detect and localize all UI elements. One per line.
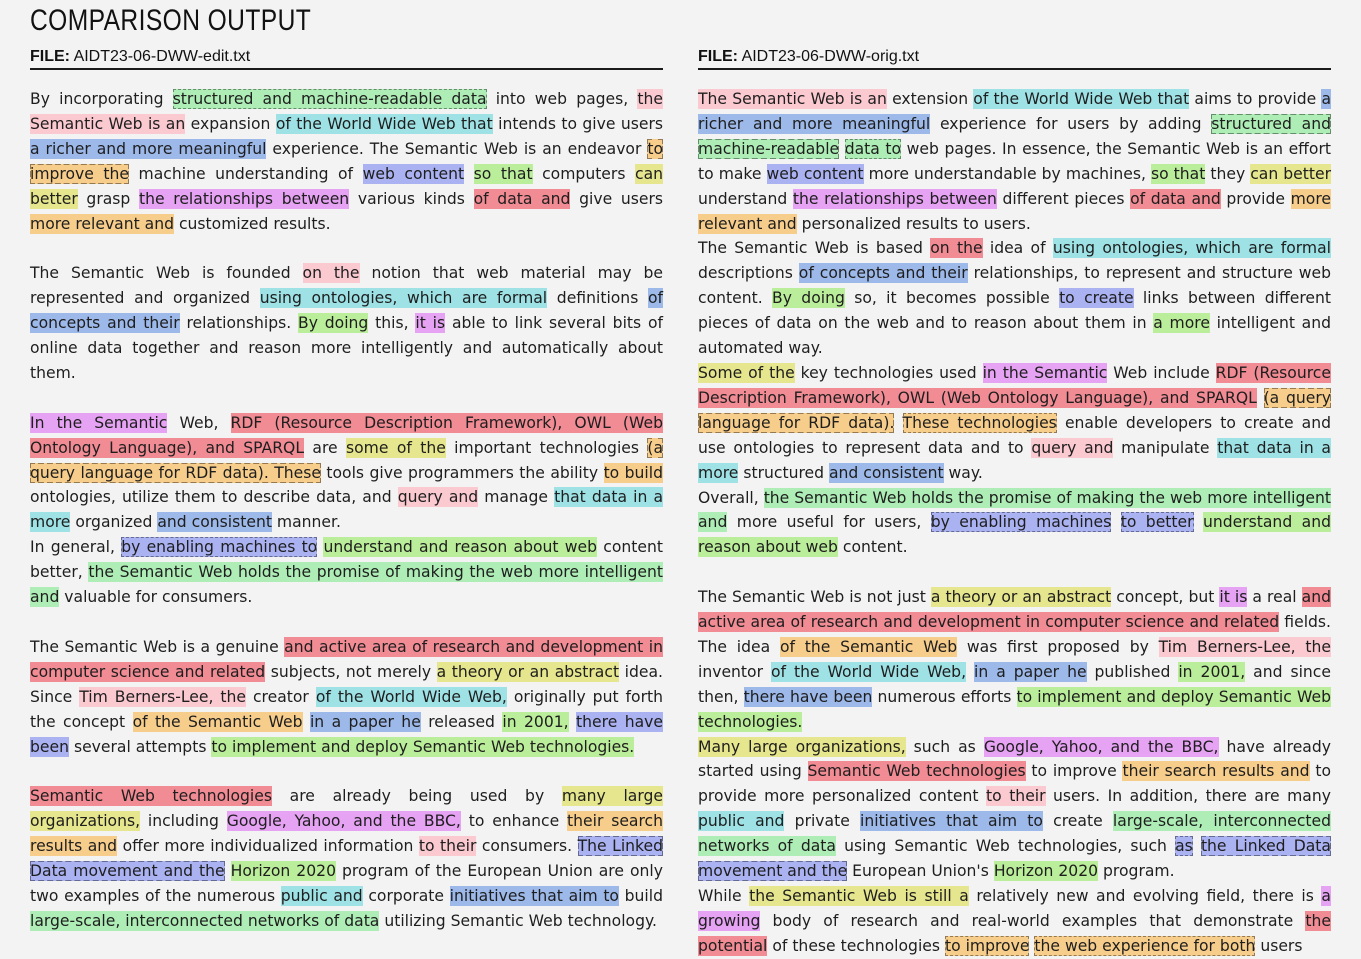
- text-run: computers: [532, 164, 635, 183]
- text-run: key technologies used: [794, 363, 983, 382]
- text-run: a real: [1247, 588, 1302, 607]
- text-run: Web include: [1107, 363, 1216, 382]
- diff-highlight: Horizon 2020: [993, 862, 1099, 881]
- text-run: structured: [738, 463, 829, 482]
- diff-highlight: initiatives that aim to: [449, 886, 619, 905]
- text-run: understand: [698, 189, 793, 208]
- diff-highlight: and active area of research and development in computer science and related: [698, 588, 1331, 632]
- diff-highlight: there have been: [30, 712, 663, 756]
- text-run: [1257, 389, 1264, 407]
- diff-highlight: a richer and more meaningful: [30, 139, 267, 158]
- text-run: intends to give users: [492, 114, 663, 133]
- paragraph: [698, 361, 1331, 486]
- diff-highlight: Tim Berners-Lee, the: [79, 687, 246, 706]
- text-run: expansion: [185, 114, 276, 133]
- diff-highlight: of the World Wide Web that: [973, 90, 1190, 108]
- text-run: personalized results to users.: [796, 214, 1031, 233]
- text-run: [569, 713, 576, 731]
- diff-highlight: of data and: [473, 189, 571, 208]
- diff-highlight: RDF (Resource Description Framework), OWL (Web Ontology Language), and SPARQL: [30, 413, 663, 457]
- text-run: inventor: [698, 662, 771, 681]
- text-run: [966, 663, 974, 681]
- diff-highlight: can better: [30, 164, 664, 208]
- diff-highlight: Many large organizations,: [698, 737, 906, 756]
- text-run: to improve: [1025, 762, 1123, 781]
- diff-highlight: and active area of research and development in computer science and related: [30, 637, 663, 681]
- text-run: relationships, to represent and structure web content.: [698, 264, 1331, 308]
- text-run: provide: [1220, 189, 1291, 208]
- text-run: Web,: [167, 413, 231, 432]
- diff-highlight: that data in a more: [698, 438, 1331, 482]
- text-run: While: [698, 886, 750, 905]
- diff-highlight: Horizon 2020: [230, 862, 336, 881]
- diff-highlight: initiatives that aim to: [860, 812, 1043, 831]
- text-run: The Semantic Web is not just: [698, 588, 931, 607]
- text-run: way.: [943, 463, 983, 482]
- text-run: descriptions: [698, 264, 799, 283]
- diff-highlight: understand and reason about web: [698, 513, 1331, 557]
- diff-highlight: using ontologies, which are formal: [1052, 239, 1331, 258]
- text-run: of these technologies: [767, 936, 945, 955]
- text-run: experience. The Semantic Web is an endeavor: [266, 139, 648, 158]
- diff-highlight: in 2001,: [1178, 662, 1246, 681]
- diff-highlight: the Semantic Web is still a: [749, 886, 969, 905]
- text-run: released: [420, 712, 503, 731]
- diff-highlight: the Semantic Web is an: [30, 90, 663, 133]
- diff-highlight: public and: [698, 812, 785, 831]
- text-run: [1194, 513, 1203, 531]
- text-run: manner.: [271, 513, 341, 532]
- text-run: web pages. In essence, the Semantic Web is an effort to make: [698, 139, 1331, 183]
- text-run: fields. The idea: [698, 613, 1332, 656]
- text-run: create: [1042, 812, 1113, 831]
- diff-highlight: a theory or an abstract: [436, 662, 620, 681]
- text-run: published: [1086, 662, 1179, 681]
- text-run: notion that web material may be represented and organized: [30, 264, 663, 308]
- text-run: build: [618, 886, 663, 905]
- text-run: corporate: [362, 886, 450, 905]
- diff-highlight: to their: [986, 787, 1046, 806]
- diff-highlight: to build: [603, 463, 663, 482]
- diff-highlight: to implement and deploy Semantic Web technologies.: [698, 687, 1331, 731]
- text-run: experience for users by adding: [930, 114, 1212, 133]
- diff-highlight: by enabling machines: [930, 513, 1112, 532]
- diff-highlight: the relationships between: [792, 189, 997, 208]
- diff-highlight: of data and: [1130, 189, 1221, 208]
- text-run: are already being used by: [271, 787, 562, 806]
- text-run: such as: [905, 737, 984, 756]
- text-run: content better,: [30, 538, 663, 582]
- text-run: concept, but: [1111, 588, 1220, 607]
- diff-highlight: web content: [766, 164, 864, 183]
- diff-highlight: of concepts and their: [798, 264, 968, 283]
- text-run: [1193, 837, 1201, 855]
- diff-highlight: In the Semantic: [30, 413, 168, 432]
- diff-highlight: a growing: [698, 886, 1331, 930]
- left-file-label: FILE:: [30, 48, 70, 65]
- text-run: more understandable by machines,: [863, 164, 1151, 183]
- text-run: to enhance: [460, 812, 568, 831]
- diff-highlight: a theory or an abstract: [930, 588, 1112, 607]
- diff-highlight: it is: [1219, 588, 1248, 607]
- text-run: idea. Since: [30, 662, 663, 706]
- diff-highlight: the relationships between: [139, 189, 350, 208]
- diff-highlight: of the World Wide Web,: [770, 662, 967, 681]
- text-run: creator: [246, 687, 316, 706]
- text-run: The Semantic Web is founded: [30, 264, 303, 283]
- text-run: users. In addition, there are many: [1045, 787, 1331, 806]
- text-run: utilizing Semantic Web technology.: [379, 911, 657, 930]
- diff-highlight: query and: [1031, 438, 1114, 457]
- diff-highlight: the web experience for both: [1034, 936, 1256, 955]
- diff-highlight: so that: [473, 164, 533, 183]
- text-run: enable developers to create and use ontologies to represent data and to: [698, 413, 1332, 457]
- text-run: [464, 165, 474, 183]
- diff-highlight: a richer and more meaningful: [698, 90, 1331, 133]
- right-file-header: [698, 48, 1331, 70]
- diff-highlight: public and: [280, 886, 363, 905]
- text-run: manipulate: [1113, 438, 1218, 457]
- diff-highlight: using ontologies, which are formal: [259, 289, 548, 308]
- text-run: give users: [570, 189, 664, 208]
- diff-highlight: Semantic Web technologies: [807, 762, 1026, 781]
- diff-highlight: By doing: [298, 314, 369, 333]
- text-run: several attempts: [68, 737, 212, 756]
- text-run: By incorporating: [30, 90, 173, 108]
- diff-highlight: (a query language for RDF data). These: [30, 438, 664, 482]
- diff-highlight: by enabling machines to: [121, 538, 318, 557]
- text-run: organized: [70, 513, 158, 532]
- text-run: so, it becomes possible: [844, 289, 1060, 308]
- text-run: aims to provide: [1189, 90, 1322, 108]
- diff-highlight: to improve the: [30, 139, 663, 183]
- diff-highlight: of concepts and their: [30, 289, 663, 333]
- text-run: idea of: [982, 239, 1053, 258]
- diff-highlight: the Semantic Web holds the promise of making the web more intelligent and: [698, 488, 1331, 532]
- text-run: they: [1205, 164, 1251, 183]
- text-run: offer more individualized information: [117, 837, 419, 856]
- diff-highlight: in a paper he: [309, 712, 421, 731]
- diff-highlight: a more: [1153, 314, 1210, 333]
- text-run: users: [1255, 936, 1303, 955]
- paragraph: [30, 635, 663, 760]
- text-run: originally put forth the concept: [30, 687, 663, 731]
- right-document-text: [698, 87, 1331, 959]
- text-run: relationships.: [179, 314, 299, 333]
- diff-highlight: The Semantic Web is an: [698, 90, 887, 108]
- diff-highlight: query and: [397, 488, 479, 507]
- text-run: The Semantic Web is a genuine: [30, 637, 285, 656]
- diff-highlight: that data in a more: [30, 488, 663, 532]
- text-run: Overall,: [698, 488, 764, 507]
- diff-highlight: in a paper he: [974, 662, 1087, 681]
- text-run: definitions: [547, 289, 648, 308]
- paragraph: [698, 486, 1331, 561]
- diff-highlight: of the Semantic Web: [779, 637, 958, 656]
- text-run: numerous efforts: [872, 687, 1017, 706]
- paragraph: [698, 884, 1331, 959]
- page-title: COMPARISON OUTPUT: [30, 4, 312, 37]
- diff-highlight: to their: [418, 837, 477, 856]
- right-file-label: FILE:: [698, 48, 738, 65]
- paragraph: [698, 585, 1331, 734]
- right-file-name: AIDT23-06-DWW-orig.txt: [741, 48, 920, 65]
- paragraph: [698, 735, 1331, 884]
- diff-highlight: there have been: [743, 687, 873, 706]
- text-run: body of research and real-world examples that demonstrate: [760, 911, 1306, 930]
- diff-highlight: their search results and: [1122, 762, 1310, 781]
- diff-highlight: Semantic Web technologies: [30, 787, 272, 806]
- left-file-name: AIDT23-06-DWW-edit.txt: [73, 48, 251, 65]
- diff-highlight: structured and machine-readable data: [172, 90, 487, 108]
- diff-highlight: to implement and deploy Semantic Web technologies.: [211, 737, 635, 756]
- text-run: intelligent and automated way.: [698, 314, 1332, 358]
- text-run: [303, 713, 310, 731]
- diff-highlight: the Linked Data movement and the: [698, 837, 1331, 881]
- text-run: program.: [1098, 862, 1175, 881]
- diff-highlight: of the World Wide Web,: [315, 687, 507, 706]
- diff-highlight: many large organizations,: [30, 787, 663, 831]
- diff-highlight: large-scale, interconnected networks of data: [30, 911, 380, 930]
- text-run: machine understanding of: [129, 164, 363, 183]
- diff-highlight: it is: [415, 314, 446, 333]
- text-run: extension: [886, 90, 974, 108]
- diff-highlight: more relevant and: [30, 214, 175, 233]
- diff-highlight: the potential: [698, 911, 1331, 955]
- diff-highlight: data to: [844, 139, 902, 158]
- diff-highlight: understand and reason about web: [323, 538, 598, 557]
- diff-highlight: on the: [302, 264, 360, 283]
- diff-highlight: Tim Berners-Lee, the: [1158, 637, 1332, 656]
- text-run: [894, 414, 902, 432]
- right-file-pane: [698, 48, 1331, 959]
- text-run: grasp: [77, 189, 139, 208]
- text-run: [839, 140, 845, 158]
- text-run: to provide more personalized content: [698, 762, 1331, 806]
- text-run: links between different pieces of data on the web and to reason about them in: [698, 289, 1331, 333]
- text-run: subjects, not merely: [265, 662, 437, 681]
- diff-highlight: Google, Yahoo, and the BBC,: [226, 812, 461, 831]
- paragraph: [30, 535, 663, 610]
- text-run: different pieces: [996, 189, 1131, 208]
- diff-highlight: By doing: [772, 289, 845, 308]
- paragraph: [30, 261, 663, 386]
- text-run: customized results.: [174, 214, 331, 233]
- paragraph: [30, 411, 663, 536]
- text-run: relatively new and evolving field, there is: [968, 886, 1322, 905]
- text-run: [225, 862, 231, 880]
- paragraph: [30, 87, 663, 236]
- text-run: and since then,: [698, 662, 1331, 706]
- left-document-text: [30, 87, 663, 934]
- text-run: into web pages,: [486, 90, 638, 108]
- diff-highlight: so that: [1150, 164, 1206, 183]
- diff-highlight: Some of the: [698, 363, 795, 382]
- diff-highlight: These technologies: [902, 413, 1057, 432]
- diff-highlight: in the Semantic: [982, 363, 1108, 382]
- text-run: program of the European Union are only two examples of the numerous: [30, 862, 663, 905]
- text-run: valuable for consumers.: [59, 588, 253, 607]
- text-run: important technologies: [445, 438, 648, 457]
- text-run: are: [304, 438, 346, 457]
- diff-highlight: can better: [1250, 164, 1331, 183]
- left-file-pane: [30, 48, 663, 934]
- paragraph: [30, 784, 663, 933]
- diff-highlight: some of the: [346, 438, 446, 457]
- text-run: private: [784, 812, 861, 831]
- text-run: European Union's: [847, 862, 994, 881]
- text-run: have already started using: [698, 737, 1331, 781]
- diff-highlight: and consistent: [157, 513, 272, 532]
- text-run: able to link several bits of online data together and reason more intelligently and automatically about them.: [30, 314, 664, 382]
- text-run: consumers.: [476, 837, 578, 856]
- diff-highlight: as: [1175, 837, 1193, 856]
- text-run: content.: [837, 538, 908, 557]
- diff-highlight: on the: [930, 239, 983, 258]
- diff-highlight: of the World Wide Web that: [275, 114, 493, 133]
- diff-highlight: Google, Yahoo, and the BBC,: [983, 737, 1219, 756]
- text-run: tools give programmers the ability: [320, 463, 604, 482]
- diff-highlight: the Semantic Web holds the promise of making the web more intelligent and: [30, 563, 663, 607]
- left-file-header: [30, 48, 663, 70]
- diff-highlight: to improve: [944, 936, 1030, 955]
- text-run: ontologies, utilize them to describe data, and: [30, 488, 398, 507]
- text-run: this,: [368, 314, 416, 333]
- diff-highlight: structured and machine-readable: [698, 114, 1331, 158]
- diff-highlight: to better: [1120, 513, 1194, 532]
- text-run: [1111, 513, 1120, 531]
- text-run: manage: [478, 488, 555, 507]
- diff-highlight: their search results and: [30, 812, 664, 856]
- diff-highlight: of the Semantic Web: [132, 712, 303, 731]
- text-run: The Semantic Web is based: [698, 239, 931, 258]
- text-run: more useful for users,: [727, 513, 931, 532]
- text-run: including: [140, 812, 227, 831]
- diff-highlight: web content: [362, 164, 465, 183]
- diff-highlight: (a query language for RDF data).: [698, 388, 1331, 432]
- text-run: In general,: [30, 538, 122, 557]
- diff-highlight: and consistent: [828, 463, 944, 482]
- diff-highlight: large-scale, interconnected networks of data: [698, 812, 1332, 856]
- diff-highlight: more relevant and: [698, 189, 1331, 233]
- text-run: was first proposed by: [957, 637, 1159, 656]
- diff-highlight: in 2001,: [502, 712, 569, 731]
- paragraph: [698, 236, 1331, 361]
- diff-highlight: The Linked Data movement and the: [30, 837, 663, 881]
- text-run: various kinds: [349, 189, 474, 208]
- diff-highlight: RDF (Resource Description Framework), OWL (Web Ontology Language), and SPARQL: [698, 363, 1331, 407]
- diff-highlight: to create: [1059, 289, 1134, 308]
- paragraph: [698, 87, 1331, 236]
- text-run: using Semantic Web technologies, such: [835, 837, 1176, 856]
